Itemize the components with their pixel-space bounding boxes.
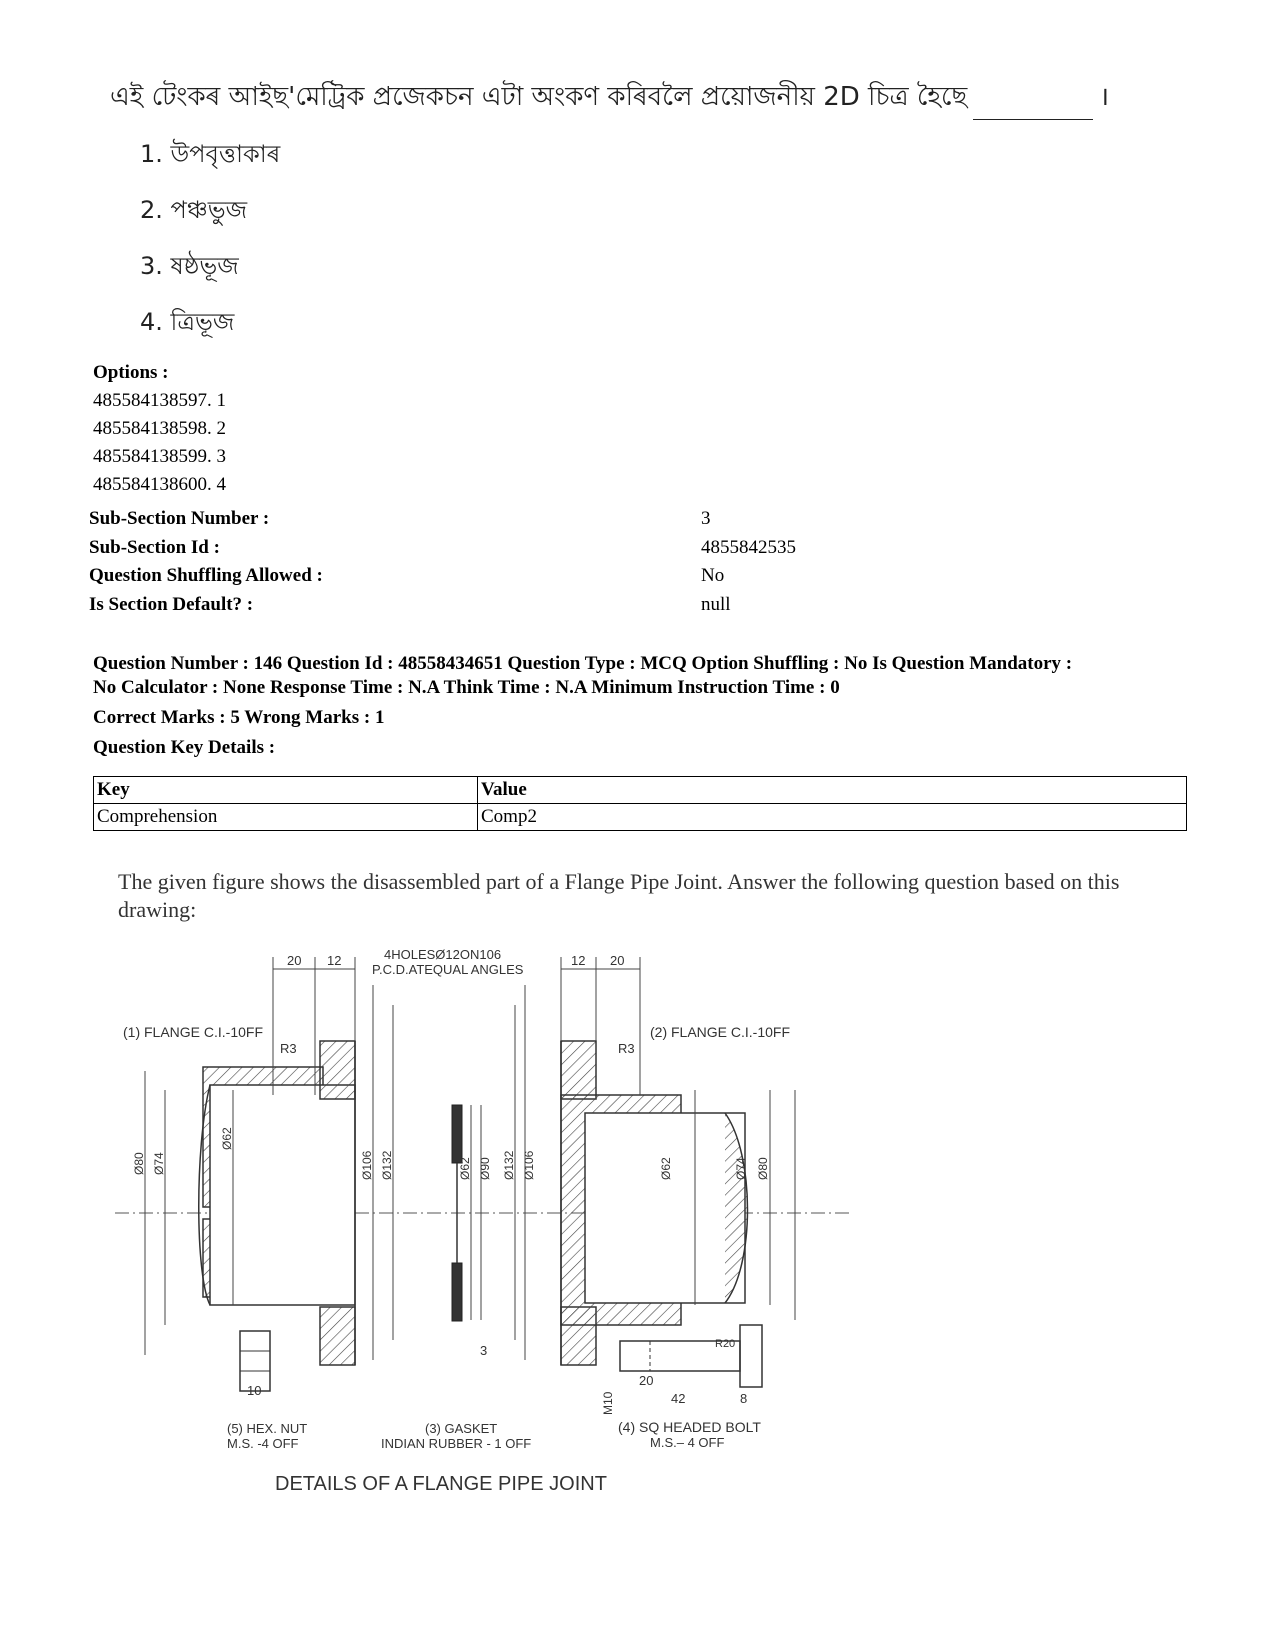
r20-label: R20 xyxy=(715,1338,736,1350)
question-text xyxy=(110,76,1109,120)
dim-12-left: 12 xyxy=(327,953,342,968)
dia74-left: Ø74 xyxy=(152,1152,166,1175)
dia80-right: Ø80 xyxy=(756,1157,770,1180)
shuffle-label: Question Shuffling Allowed : xyxy=(89,565,323,586)
m10-label: M10 xyxy=(601,1391,615,1415)
option-item: 485584138597. 1 xyxy=(93,390,226,411)
choice-1: 1. উপবৃত্তাকাৰ xyxy=(140,140,281,168)
holes-note-2: P.C.D.ATEQUAL ANGLES xyxy=(372,962,524,977)
subsection-number-value: 3 xyxy=(701,508,711,529)
section-default-label: Is Section Default? : xyxy=(89,594,254,615)
r3-left: R3 xyxy=(280,1041,297,1056)
table-cell-key: Comprehension xyxy=(94,804,478,831)
r3-right: R3 xyxy=(618,1041,635,1056)
table-row xyxy=(94,804,1187,831)
holes-note-1: 4HOLESØ12ON106 xyxy=(384,947,502,962)
hex-nut-label-2: M.S. -4 OFF xyxy=(227,1436,299,1451)
question-end-mark: । xyxy=(1099,82,1110,112)
gasket-label-2: INDIAN RUBBER - 1 OFF xyxy=(381,1436,532,1451)
key-details-label: Question Key Details : xyxy=(93,737,276,758)
section-default-value: null xyxy=(701,594,731,615)
dim-12-right: 12 xyxy=(571,953,586,968)
subsection-id-label: Sub-Section Id : xyxy=(89,537,220,558)
shuffle-value: No xyxy=(701,565,725,586)
question-header-line2: No Calculator : None Response Time : N.A Think Time : N.A Minimum Instruction Time : 0 xyxy=(93,677,840,698)
table-header-value: Value xyxy=(478,777,1187,804)
dia106-right: Ø106 xyxy=(522,1150,536,1180)
flange-1-label: (1) FLANGE C.I.-10FF xyxy=(123,1024,264,1040)
comprehension-text: The given figure shows the disassembled part of a Flange Pipe Joint. Answer the following question based on this drawing: xyxy=(118,869,1120,922)
dia62-right: Ø62 xyxy=(659,1157,673,1180)
choice-4: 4. ত্ৰিভূজ xyxy=(140,308,235,336)
dia62-gasket: Ø62 xyxy=(458,1157,472,1180)
flange-2-label: (2) FLANGE C.I.-10FF xyxy=(650,1024,791,1040)
bolt-label-2: M.S.– 4 OFF xyxy=(650,1435,725,1450)
dia62-left: Ø62 xyxy=(220,1127,234,1150)
dim-3: 3 xyxy=(480,1343,488,1358)
key-details-table xyxy=(93,776,1187,831)
table-cell-value: Comp2 xyxy=(478,804,1187,831)
option-item: 485584138600. 4 xyxy=(93,474,226,495)
question-header-line1: Question Number : 146 Question Id : 48558434651 Question Type : MCQ Option Shuffling : No Is Question Mandatory : xyxy=(93,653,1073,674)
marks-line: Correct Marks : 5 Wrong Marks : 1 xyxy=(93,707,385,728)
dia132-left: Ø132 xyxy=(380,1150,394,1180)
dia132-right: Ø132 xyxy=(502,1150,516,1180)
subsection-id-value: 4855842535 xyxy=(701,537,796,558)
subsection-number-label: Sub-Section Number : xyxy=(89,508,270,529)
dim-20-bolt: 20 xyxy=(639,1373,654,1388)
figure-title: DETAILS OF A FLANGE PIPE JOINT xyxy=(275,1473,607,1495)
choice-2: 2. পঞ্চভুজ xyxy=(140,196,248,224)
dia106-left: Ø106 xyxy=(360,1150,374,1180)
dia90-gasket: Ø90 xyxy=(478,1157,492,1180)
dia80-left: Ø80 xyxy=(132,1152,146,1175)
option-item: 485584138599. 3 xyxy=(93,446,226,467)
bolt-label-1: (4) SQ HEADED BOLT xyxy=(618,1419,761,1435)
flange-1 xyxy=(199,1041,355,1365)
dim-42: 42 xyxy=(671,1391,686,1406)
option-item: 485584138598. 2 xyxy=(93,418,226,439)
question-text-body: এই টেংকৰ আইছ'মেট্ৰিক প্ৰজেকচন এটা অংকণ কৰিবলৈ প্ৰয়োজনীয় 2D চিত্ৰ হৈছে xyxy=(110,82,968,112)
answer-blank xyxy=(973,97,1093,120)
dim-8: 8 xyxy=(740,1391,748,1406)
dim-20-right: 20 xyxy=(610,953,625,968)
hex-nut-label-1: (5) HEX. NUT xyxy=(227,1421,308,1436)
options-label: Options : xyxy=(93,362,169,383)
gasket-label-1: (3) GASKET xyxy=(425,1421,498,1436)
flange-pipe-joint-drawing xyxy=(115,945,850,1515)
dim-10: 10 xyxy=(247,1383,262,1398)
choice-3: 3. ষষ্ঠভূজ xyxy=(140,252,239,280)
flange-2 xyxy=(561,1041,748,1365)
dim-20-left: 20 xyxy=(287,953,302,968)
table-header-key: Key xyxy=(94,777,478,804)
table-header-row xyxy=(94,777,1187,804)
dia74-right: Ø74 xyxy=(734,1157,748,1180)
hex-nut xyxy=(240,1331,270,1391)
